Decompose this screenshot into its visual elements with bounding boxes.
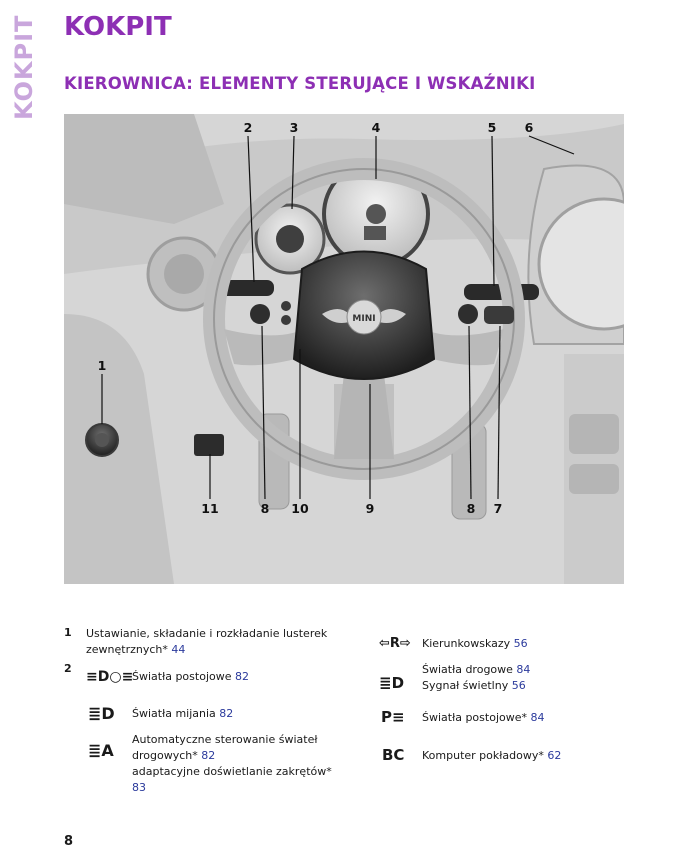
steering-wheel-figure — [64, 114, 624, 584]
legend-board-computer — [422, 748, 561, 764]
legend-turn-signals — [422, 636, 528, 652]
legend-text: Światła mijania — [132, 707, 216, 720]
low-beam-icon: ≣D — [88, 704, 115, 723]
callout-2: 2 — [243, 120, 253, 135]
steering-wheel-illustration — [64, 114, 624, 584]
parking-lights-icon: ≡D○≡ — [86, 669, 134, 685]
legend-text: Automatyczne sterowanie świateł drogowych — [132, 733, 318, 762]
callout-1: 1 — [97, 358, 107, 373]
page-ref: 83 — [132, 781, 146, 794]
high-beam-icon: ≣D — [379, 674, 405, 692]
callout-7: 7 — [493, 501, 503, 516]
legend-number-2: 2 — [64, 662, 72, 675]
legend-text: Komputer pokładowy — [422, 749, 539, 762]
callout-11: 11 — [201, 501, 219, 516]
legend-number-1: 1 — [64, 626, 72, 639]
callout-8-right: 8 — [466, 501, 476, 516]
page-ref: 44 — [171, 643, 186, 656]
callout-6: 6 — [524, 120, 534, 135]
legend-text: adaptacyjne doświetlanie zakrętów — [132, 765, 327, 778]
section-tab-text: KOKPIT — [10, 14, 38, 120]
star: * — [162, 643, 168, 656]
page-ref: 62 — [547, 749, 562, 762]
page-number: 8 — [64, 834, 74, 849]
legend-text: Sygnał świetlny — [422, 679, 509, 692]
legend-high-beam — [422, 662, 530, 694]
legend-text: Kierunkowskazy — [422, 637, 511, 650]
callout-3: 3 — [289, 120, 299, 135]
parking-light-p-icon: P≡ — [381, 708, 405, 726]
svg-text:MINI: MINI — [352, 314, 376, 324]
page-ref: 84 — [530, 711, 545, 724]
legend-text: Światła postojowe — [132, 670, 232, 683]
callout-8-left: 8 — [260, 501, 270, 516]
section-tab — [8, 14, 38, 122]
legend-text: Światła drogowe — [422, 663, 513, 676]
legend-auto-high-beam — [132, 732, 342, 796]
star: * — [192, 749, 198, 762]
page-ref: 82 — [235, 670, 249, 683]
page-ref: 56 — [511, 679, 526, 692]
callout-9: 9 — [365, 501, 375, 516]
page-ref: 82 — [219, 707, 234, 720]
star: * — [326, 765, 332, 778]
callout-10: 10 — [291, 501, 309, 516]
page-ref: 82 — [201, 749, 216, 762]
legend-text: Światła postojowe — [422, 711, 522, 724]
legend-parking-lights-right — [422, 710, 545, 726]
section-subtitle: KIEROWNICA: ELEMENTY STERUJĄCE I WSKAŹNIKI — [64, 74, 536, 93]
star: * — [538, 749, 544, 762]
callout-5: 5 — [487, 120, 497, 135]
legend-item-1-text: Ustawianie, składanie i rozkładanie lusterek zewnętrznych — [86, 627, 328, 656]
callout-4: 4 — [371, 120, 381, 135]
legend-low-beam — [132, 706, 233, 722]
auto-high-beam-icon: ≣A — [88, 741, 114, 760]
board-computer-icon: BC — [382, 746, 405, 764]
turn-signal-icon: ⇦R⇨ — [379, 636, 411, 651]
star: * — [521, 711, 527, 724]
page-ref: 84 — [516, 663, 531, 676]
page-ref: 56 — [513, 637, 528, 650]
legend-parking-lights — [132, 669, 249, 685]
legend-item-1 — [86, 626, 356, 658]
page-title: KOKPIT — [64, 12, 172, 42]
